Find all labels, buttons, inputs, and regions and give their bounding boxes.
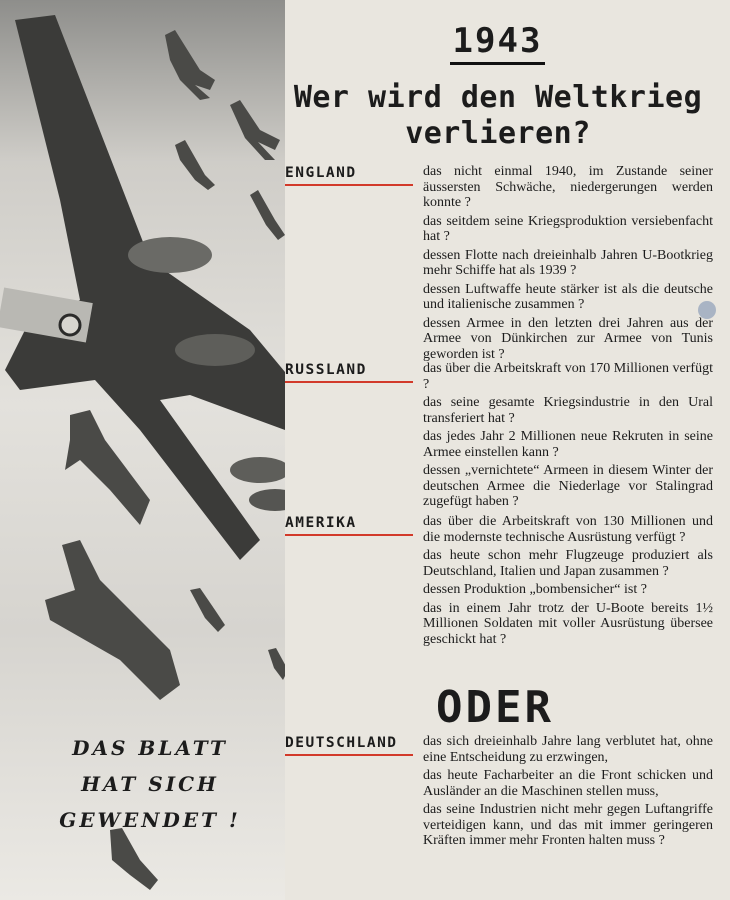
slogan-line-3: GEWENDET ! <box>59 808 241 832</box>
question: dessen Produktion „bombensicher“ ist ? <box>423 582 647 597</box>
question: das über die Arbeitskraft von 130 Millionen und die modernste technische Ausrüstung verfügt ? <box>423 514 713 545</box>
question: das in einem Jahr trotz der U-Boote bereits 1½ Millionen Soldaten mit voller Ausrüstung übersee geschickt hat ? <box>423 600 713 647</box>
question: das seine gesamte Kriegsindustrie in den Ural transferiert hat ? <box>423 395 713 426</box>
country-label-russland: RUSSLAND <box>285 361 413 383</box>
question: das seine Industrien nicht mehr gegen Luftangriffe verteidigen kann, und das mit immer geringeren Kräften immer mehr Fronten halten muss ? <box>423 802 713 848</box>
question: das heute schon mehr Flugzeuge produziert als Deutschland, Italien und Japan zusammen ? <box>423 548 713 579</box>
slogan-line-1: DAS BLATT <box>72 736 228 760</box>
questions-russland <box>423 361 713 513</box>
questions-deutschland <box>423 734 713 852</box>
question: das über die Arbeitskraft von 170 Millionen verfügt ? <box>423 361 713 392</box>
question: das heute Facharbeiter an die Front schicken und Ausländer an die Maschinen stellen muss, <box>423 768 713 799</box>
headline <box>282 80 714 152</box>
question: das jedes Jahr 2 Millionen neue Rekruten in seine Armee einstellen kann ? <box>423 429 713 460</box>
slogan <box>45 730 255 838</box>
question: dessen „vernichtete“ Armeen in diesem Winter der deutschen Armee die Niederlage vor Stalingrad zugefügt haben ? <box>423 463 713 509</box>
slogan-line-2: HAT SICH <box>81 772 219 796</box>
question: dessen Luftwaffe heute stärker ist als die deutsche und italienische zusammen ? <box>423 281 713 312</box>
questions-amerika <box>423 514 713 650</box>
questions-england <box>423 164 713 365</box>
question: das sich dreieinhalb Jahre lang verblutet hat, ohne eine Entscheidung zu erzwingen, <box>423 734 713 765</box>
question: das nicht einmal 1940, im Zustande seiner äussersten Schwäche, niedergerungen werden konnte ? <box>423 164 713 210</box>
question: dessen Armee in den letzten drei Jahren aus der Armee von Dünkirchen zur Armee von Tunis geworden ist ? <box>423 315 713 362</box>
question: dessen Flotte nach dreieinhalb Jahren U-Bootkrieg mehr Schiffe hat als 1939 ? <box>423 247 713 278</box>
question: das seitdem seine Kriegsproduktion versiebenfacht hat ? <box>423 213 713 244</box>
oder-heading: ODER <box>436 682 554 733</box>
year-heading: 1943 <box>450 22 545 65</box>
country-label-england: ENGLAND <box>285 164 413 186</box>
headline-line-1: Wer wird den Weltkrieg <box>293 80 703 115</box>
headline-line-2: verlieren? <box>405 116 591 151</box>
country-label-deutschland: DEUTSCHLAND <box>285 734 413 756</box>
country-label-amerika: AMERIKA <box>285 514 413 536</box>
